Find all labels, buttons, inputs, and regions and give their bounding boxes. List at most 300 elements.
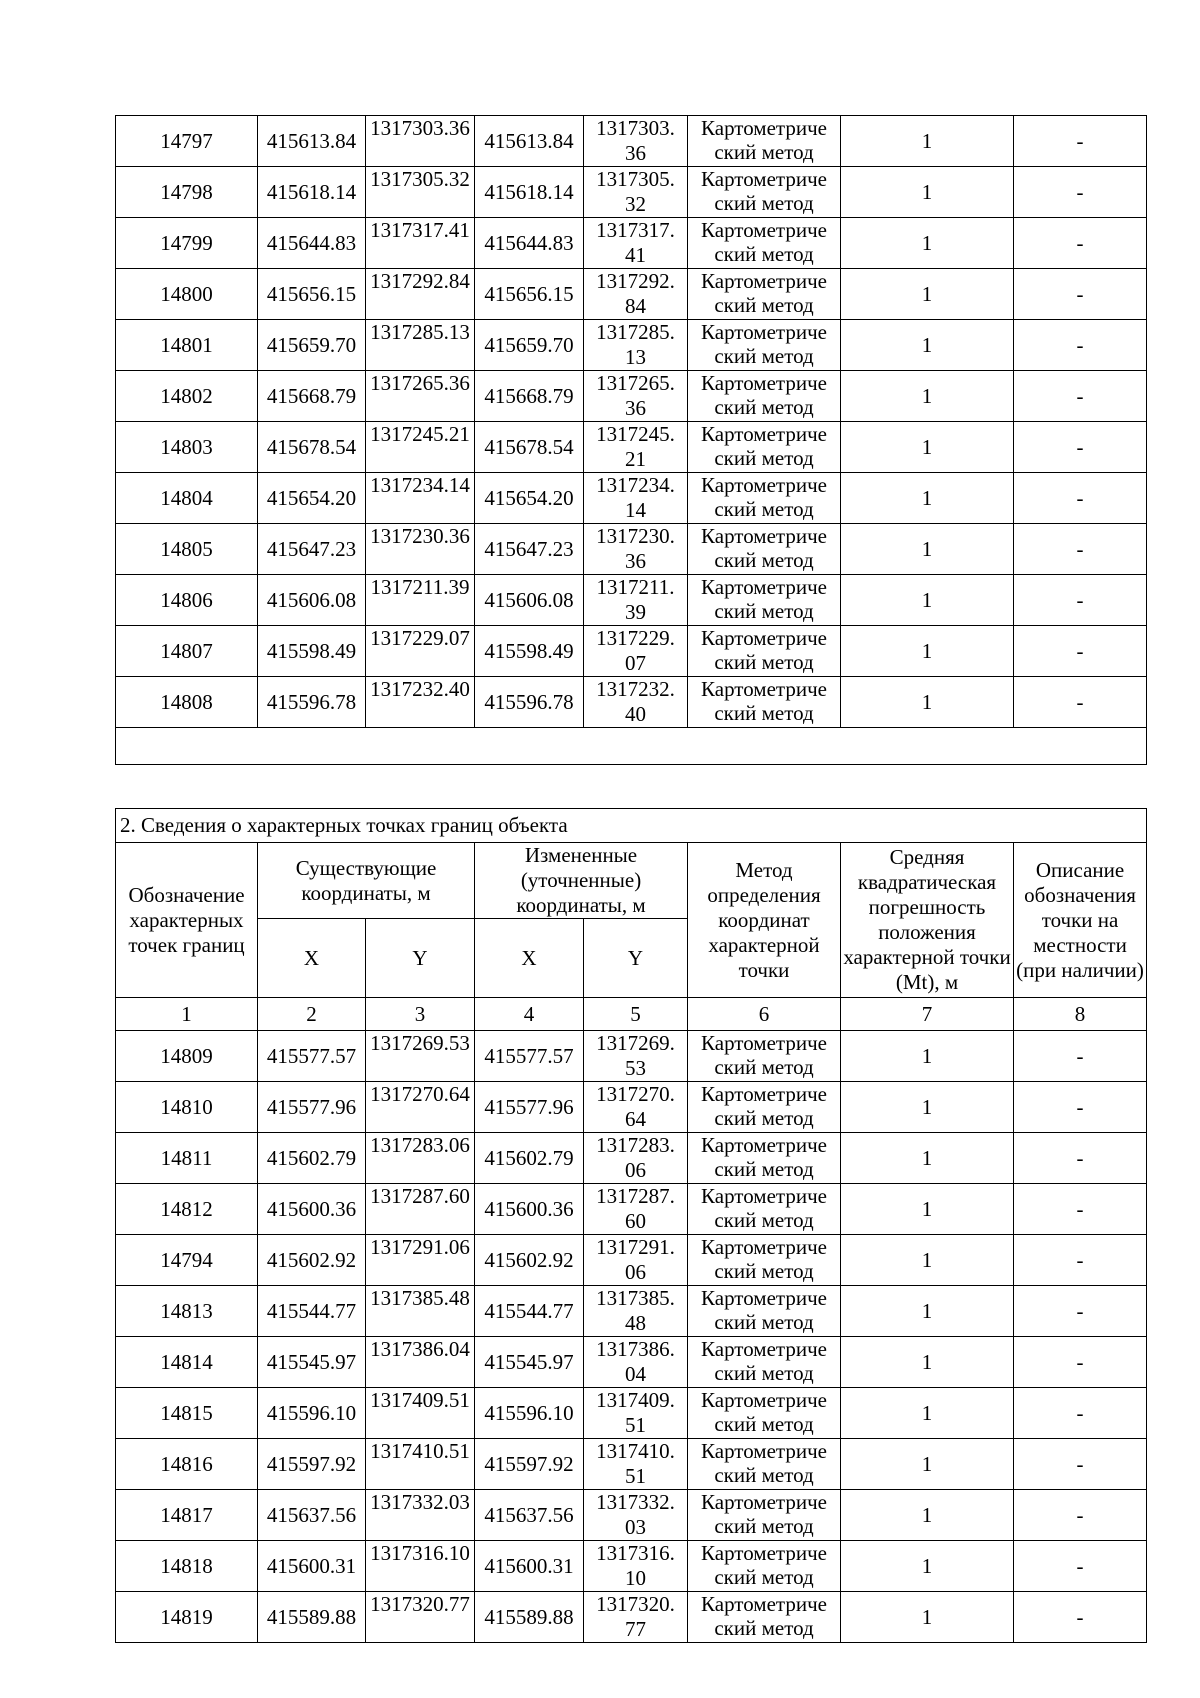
existing-x: 415613.84 [258,116,366,167]
method-cell [688,575,841,626]
existing-y: 1317283.06 [366,1133,475,1184]
description-value: - [1014,1592,1147,1643]
accuracy-value: 1 [841,269,1014,320]
changed-y [584,320,688,371]
changed-y-line2: 51 [625,1464,646,1488]
method-line1: Картометриче [701,320,827,344]
description-value: - [1014,320,1147,371]
column-number: 6 [688,998,841,1031]
table-row [116,1592,1147,1643]
accuracy-value: 1 [841,575,1014,626]
boundary-points-table-continued [115,115,1147,765]
method-line1: Картометриче [701,1082,827,1106]
method-cell [688,1286,841,1337]
column-number: 3 [366,998,475,1031]
changed-y-line1: 1317283. [596,1133,675,1157]
method-cell [688,1031,841,1082]
method-line2: ский метод [714,446,814,470]
description-value: - [1014,1337,1147,1388]
description-value: - [1014,473,1147,524]
description-value: - [1014,1286,1147,1337]
table-row-empty [116,728,1147,765]
boundary-points-table [115,808,1147,1643]
changed-x: 415602.79 [475,1133,584,1184]
changed-y-line1: 1317270. [596,1082,675,1106]
accuracy-value: 1 [841,1184,1014,1235]
description-value: - [1014,167,1147,218]
method-cell [688,167,841,218]
existing-y: 1317232.40 [366,677,475,728]
point-id: 14819 [116,1592,258,1643]
column-number: 4 [475,998,584,1031]
method-line2: ский метод [714,1616,814,1640]
changed-y-line1: 1317320. [596,1592,675,1616]
method-line1: Картометриче [701,473,827,497]
table-row [116,677,1147,728]
existing-x: 415602.92 [258,1235,366,1286]
existing-y: 1317230.36 [366,524,475,575]
table-row [116,269,1147,320]
method-line2: ский метод [714,293,814,317]
changed-y [584,524,688,575]
changed-y-line1: 1317409. [596,1388,675,1412]
table-row [116,320,1147,371]
method-line1: Картометриче [701,1541,827,1565]
changed-y-line1: 1317332. [596,1490,675,1514]
existing-x: 415600.36 [258,1184,366,1235]
method-line1: Картометриче [701,1133,827,1157]
table-row [116,1388,1147,1439]
existing-y: 1317270.64 [366,1082,475,1133]
existing-y: 1317291.06 [366,1235,475,1286]
description-value: - [1014,422,1147,473]
existing-y: 1317229.07 [366,626,475,677]
point-id: 14817 [116,1490,258,1541]
changed-y [584,218,688,269]
existing-x: 415668.79 [258,371,366,422]
changed-x: 415613.84 [475,116,584,167]
changed-y-line2: 60 [625,1209,646,1233]
empty-cell [116,728,1147,765]
header-x-changed: X [475,919,584,998]
accuracy-value: 1 [841,320,1014,371]
existing-x: 415656.15 [258,269,366,320]
method-line1: Картометриче [701,1439,827,1463]
method-line2: ский метод [714,1106,814,1130]
changed-x: 415654.20 [475,473,584,524]
changed-x: 415656.15 [475,269,584,320]
changed-y-line1: 1317234. [596,473,675,497]
existing-x: 415637.56 [258,1490,366,1541]
point-id: 14794 [116,1235,258,1286]
method-line1: Картометриче [701,167,827,191]
changed-y [584,1082,688,1133]
accuracy-value: 1 [841,116,1014,167]
changed-x: 415618.14 [475,167,584,218]
changed-y-line2: 41 [625,243,646,267]
accuracy-value: 1 [841,1592,1014,1643]
changed-y-line1: 1317285. [596,320,675,344]
table-row [116,167,1147,218]
column-number: 2 [258,998,366,1031]
column-number: 8 [1014,998,1147,1031]
method-cell [688,1388,841,1439]
header-designation: Обозначение характерных точек границ [116,843,258,998]
method-line1: Картометриче [701,524,827,548]
method-line2: ский метод [714,140,814,164]
method-cell [688,1082,841,1133]
method-cell [688,626,841,677]
point-id: 14814 [116,1337,258,1388]
changed-y-line2: 14 [625,498,646,522]
table-row [116,371,1147,422]
description-value: - [1014,1082,1147,1133]
changed-y [584,1133,688,1184]
method-line2: ский метод [714,1157,814,1181]
method-line2: ский метод [714,1208,814,1232]
changed-y-line2: 39 [625,600,646,624]
header-x-existing: X [258,919,366,998]
existing-x: 415659.70 [258,320,366,371]
existing-x: 415589.88 [258,1592,366,1643]
header-description: Описание обозначения точки на местности (при наличии) [1014,843,1147,998]
description-value: - [1014,371,1147,422]
changed-y-line2: 13 [625,345,646,369]
method-line1: Картометриче [701,1388,827,1412]
changed-y [584,167,688,218]
method-line1: Картометриче [701,1184,827,1208]
method-line2: ский метод [714,395,814,419]
changed-y-line2: 10 [625,1566,646,1590]
description-value: - [1014,626,1147,677]
method-line2: ский метод [714,1514,814,1538]
method-line1: Картометриче [701,269,827,293]
description-value: - [1014,1031,1147,1082]
existing-y: 1317410.51 [366,1439,475,1490]
accuracy-value: 1 [841,371,1014,422]
table-row [116,1439,1147,1490]
changed-x: 415596.10 [475,1388,584,1439]
point-id: 14816 [116,1439,258,1490]
method-line2: ский метод [714,242,814,266]
accuracy-value: 1 [841,473,1014,524]
point-id: 14805 [116,524,258,575]
changed-y-line1: 1317317. [596,218,675,242]
changed-x: 415589.88 [475,1592,584,1643]
method-line2: ский метод [714,701,814,725]
changed-y-line1: 1317292. [596,269,675,293]
existing-y: 1317287.60 [366,1184,475,1235]
changed-y-line2: 36 [625,141,646,165]
existing-x: 415544.77 [258,1286,366,1337]
accuracy-value: 1 [841,1082,1014,1133]
changed-y [584,269,688,320]
accuracy-value: 1 [841,422,1014,473]
method-cell [688,473,841,524]
section-title-row [116,809,1147,843]
method-cell [688,1133,841,1184]
method-cell [688,116,841,167]
changed-x: 415577.57 [475,1031,584,1082]
accuracy-value: 1 [841,1286,1014,1337]
changed-y-line2: 07 [625,651,646,675]
column-number: 5 [584,998,688,1031]
existing-x: 415596.78 [258,677,366,728]
changed-y-line1: 1317229. [596,626,675,650]
table-row [116,1031,1147,1082]
changed-x: 415577.96 [475,1082,584,1133]
accuracy-value: 1 [841,1133,1014,1184]
accuracy-value: 1 [841,1235,1014,1286]
changed-y [584,677,688,728]
method-line1: Картометриче [701,422,827,446]
point-id: 14804 [116,473,258,524]
existing-y: 1317269.53 [366,1031,475,1082]
changed-x: 415600.31 [475,1541,584,1592]
changed-y-line1: 1317265. [596,371,675,395]
existing-x: 415606.08 [258,575,366,626]
description-value: - [1014,1133,1147,1184]
header-changed-coords: Измененные (уточненные) координаты, м [475,843,688,919]
method-cell [688,1184,841,1235]
changed-x: 415598.49 [475,626,584,677]
method-line1: Картометриче [701,1592,827,1616]
changed-y [584,1592,688,1643]
method-cell [688,1337,841,1388]
existing-y: 1317245.21 [366,422,475,473]
existing-y: 1317385.48 [366,1286,475,1337]
method-cell [688,1490,841,1541]
changed-x: 415637.56 [475,1490,584,1541]
point-id: 14802 [116,371,258,422]
changed-y-line1: 1317316. [596,1541,675,1565]
method-line2: ский метод [714,599,814,623]
changed-y-line2: 21 [625,447,646,471]
description-value: - [1014,116,1147,167]
changed-y-line1: 1317232. [596,677,675,701]
accuracy-value: 1 [841,218,1014,269]
accuracy-value: 1 [841,677,1014,728]
changed-y [584,422,688,473]
changed-y [584,626,688,677]
point-id: 14812 [116,1184,258,1235]
point-id: 14803 [116,422,258,473]
changed-y [584,1286,688,1337]
description-value: - [1014,1184,1147,1235]
changed-y-line2: 64 [625,1107,646,1131]
method-line1: Картометриче [701,626,827,650]
accuracy-value: 1 [841,1031,1014,1082]
method-line2: ский метод [714,1310,814,1334]
existing-x: 415602.79 [258,1133,366,1184]
table-row [116,1541,1147,1592]
point-id: 14800 [116,269,258,320]
changed-y-line2: 84 [625,294,646,318]
existing-y: 1317386.04 [366,1337,475,1388]
description-value: - [1014,1541,1147,1592]
existing-y: 1317317.41 [366,218,475,269]
existing-x: 415618.14 [258,167,366,218]
existing-x: 415644.83 [258,218,366,269]
point-id: 14801 [116,320,258,371]
accuracy-value: 1 [841,1388,1014,1439]
table-row [116,1235,1147,1286]
description-value: - [1014,677,1147,728]
point-id: 14798 [116,167,258,218]
accuracy-value: 1 [841,1490,1014,1541]
column-numbers-row [116,998,1147,1031]
method-cell [688,218,841,269]
accuracy-value: 1 [841,167,1014,218]
method-cell [688,1541,841,1592]
accuracy-value: 1 [841,524,1014,575]
changed-y-line1: 1317305. [596,167,675,191]
existing-x: 415678.54 [258,422,366,473]
existing-y: 1317292.84 [366,269,475,320]
method-line2: ский метод [714,650,814,674]
method-line1: Картометриче [701,1490,827,1514]
accuracy-value: 1 [841,1337,1014,1388]
method-line1: Картометриче [701,1031,827,1055]
existing-x: 415600.31 [258,1541,366,1592]
changed-y [584,1235,688,1286]
changed-x: 415596.78 [475,677,584,728]
changed-y [584,1337,688,1388]
existing-x: 415597.92 [258,1439,366,1490]
changed-y-line2: 53 [625,1056,646,1080]
table-row [116,473,1147,524]
method-line2: ский метод [714,1463,814,1487]
method-cell [688,320,841,371]
method-line1: Картометриче [701,218,827,242]
description-value: - [1014,575,1147,626]
changed-y-line1: 1317410. [596,1439,675,1463]
header-y-changed: Y [584,919,688,998]
changed-x: 415597.92 [475,1439,584,1490]
point-id: 14797 [116,116,258,167]
table-row [116,1133,1147,1184]
table-body [116,116,1147,728]
header-y-existing: Y [366,919,475,998]
method-line2: ский метод [714,1259,814,1283]
method-line1: Картометриче [701,1286,827,1310]
description-value: - [1014,1235,1147,1286]
description-value: - [1014,269,1147,320]
description-value: - [1014,524,1147,575]
table-row [116,116,1147,167]
changed-y-line2: 06 [625,1158,646,1182]
changed-y-line2: 77 [625,1617,646,1641]
changed-y-line2: 51 [625,1413,646,1437]
method-cell [688,422,841,473]
point-id: 14809 [116,1031,258,1082]
existing-y: 1317305.32 [366,167,475,218]
changed-y [584,1439,688,1490]
point-id: 14815 [116,1388,258,1439]
table-row [116,626,1147,677]
existing-y: 1317332.03 [366,1490,475,1541]
existing-x: 415596.10 [258,1388,366,1439]
changed-x: 415659.70 [475,320,584,371]
changed-y-line1: 1317386. [596,1337,675,1361]
method-line1: Картометриче [701,677,827,701]
table-row [116,1082,1147,1133]
existing-x: 415647.23 [258,524,366,575]
changed-y-line1: 1317230. [596,524,675,548]
table-row [116,1184,1147,1235]
table-row [116,218,1147,269]
existing-x: 415577.96 [258,1082,366,1133]
method-line2: ский метод [714,497,814,521]
existing-x: 415545.97 [258,1337,366,1388]
changed-y [584,473,688,524]
method-cell [688,524,841,575]
existing-y: 1317316.10 [366,1541,475,1592]
changed-y [584,1541,688,1592]
changed-x: 415544.77 [475,1286,584,1337]
changed-x: 415606.08 [475,575,584,626]
changed-y-line2: 48 [625,1311,646,1335]
changed-y-line2: 36 [625,549,646,573]
changed-y-line1: 1317291. [596,1235,675,1259]
table-row [116,524,1147,575]
existing-y: 1317211.39 [366,575,475,626]
changed-y [584,575,688,626]
method-line1: Картометриче [701,1235,827,1259]
changed-x: 415647.23 [475,524,584,575]
existing-y: 1317265.36 [366,371,475,422]
method-line2: ский метод [714,191,814,215]
method-cell [688,269,841,320]
method-line2: ский метод [714,1565,814,1589]
point-id: 14818 [116,1541,258,1592]
column-number: 7 [841,998,1014,1031]
description-value: - [1014,218,1147,269]
changed-y [584,116,688,167]
method-line2: ский метод [714,344,814,368]
method-line2: ский метод [714,548,814,572]
point-id: 14810 [116,1082,258,1133]
table-body [116,1031,1147,1643]
changed-y-line2: 36 [625,396,646,420]
method-line2: ский метод [714,1361,814,1385]
existing-x: 415654.20 [258,473,366,524]
point-id: 14808 [116,677,258,728]
changed-y [584,1184,688,1235]
method-line1: Картометриче [701,371,827,395]
changed-y-line1: 1317303. [596,116,675,140]
header-row [116,843,1147,919]
point-id: 14807 [116,626,258,677]
method-cell [688,371,841,422]
table-row [116,575,1147,626]
existing-y: 1317320.77 [366,1592,475,1643]
existing-y: 1317234.14 [366,473,475,524]
changed-y-line2: 32 [625,192,646,216]
point-id: 14806 [116,575,258,626]
changed-y [584,1031,688,1082]
changed-y-line2: 04 [625,1362,646,1386]
method-line1: Картометриче [701,1337,827,1361]
accuracy-value: 1 [841,1541,1014,1592]
point-id: 14811 [116,1133,258,1184]
changed-x: 415602.92 [475,1235,584,1286]
existing-x: 415598.49 [258,626,366,677]
changed-y-line2: 06 [625,1260,646,1284]
method-line2: ский метод [714,1055,814,1079]
method-cell [688,677,841,728]
accuracy-value: 1 [841,626,1014,677]
